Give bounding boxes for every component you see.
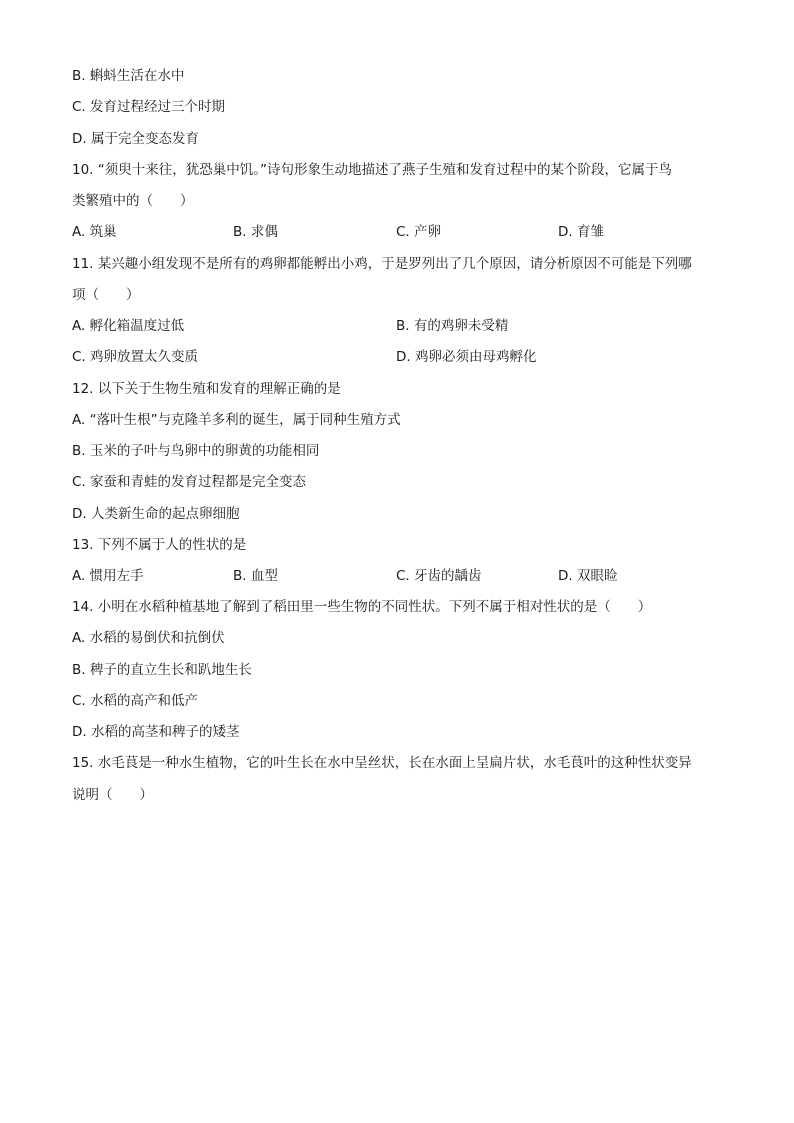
q11-stem-line2: 项（ ） <box>72 287 140 303</box>
q12-option-d: D. 人类新生命的起点卵细胞 <box>72 506 240 522</box>
q9-option-b: B. 蝌蚪生活在水中 <box>72 68 185 84</box>
q14-option-c: C. 水稻的高产和低产 <box>72 693 199 709</box>
q9-option-d: D. 属于完全变态发育 <box>72 131 199 147</box>
q14-stem: 14. 小明在水稻种植基地了解到了稻田里一些生物的不同性状。下列不属于相对性状的是（ ） <box>72 599 652 615</box>
q15-stem-line2: 说明（ ） <box>72 787 153 803</box>
q10-option-a: A. 筑巢 <box>72 224 117 240</box>
q14-option-d: D. 水稻的高茎和稗子的矮茎 <box>72 724 240 740</box>
q10-option-b: B. 求偶 <box>233 224 278 240</box>
q13-option-c: C. 牙齿的龋齿 <box>396 568 482 584</box>
q11-option-a: A. 孵化箱温度过低 <box>72 318 185 334</box>
q14-option-b: B. 稗子的直立生长和趴地生长 <box>72 662 252 678</box>
q12-option-a: A. “落叶生根”与克隆羊多利的诞生，属于同种生殖方式 <box>72 412 401 428</box>
q11-option-b: B. 有的鸡卵未受精 <box>396 318 509 334</box>
q11-stem-line1: 11. 某兴趣小组发现不是所有的鸡卵都能孵出小鸡，于是罗列出了几个原因，请分析原因不可能是下列哪 <box>72 256 692 272</box>
q13-option-a: A. 惯用左手 <box>72 568 144 584</box>
q13-option-d: D. 双眼睑 <box>558 568 618 584</box>
q11-option-c: C. 鸡卵放置太久变质 <box>72 349 199 365</box>
q13-option-b: B. 血型 <box>233 568 278 584</box>
q10-option-c: C. 产卵 <box>396 224 442 240</box>
q10-stem-line1: 10. “须臾十来往，犹恐巢中饥。”诗句形象生动地描述了燕子生殖和发育过程中的某个阶段，它属于鸟 <box>72 162 672 178</box>
q10-option-d: D. 育雏 <box>558 224 604 240</box>
q13-stem: 13. 下列不属于人的性状的是 <box>72 537 247 553</box>
q14-option-a: A. 水稻的易倒伏和抗倒伏 <box>72 630 225 646</box>
q12-option-b: B. 玉米的子叶与鸟卵中的卵黄的功能相同 <box>72 443 320 459</box>
q10-stem-line2: 类繁殖中的（ ） <box>72 193 194 209</box>
q9-option-c: C. 发育过程经过三个时期 <box>72 99 226 115</box>
q15-stem-line1: 15. 水毛茛是一种水生植物，它的叶生长在水中呈丝状，长在水面上呈扁片状，水毛茛叶的这种性状变异 <box>72 755 692 771</box>
q12-option-c: C. 家蚕和青蛙的发育过程都是完全变态 <box>72 474 307 490</box>
q11-option-d: D. 鸡卵必须由母鸡孵化 <box>396 349 537 365</box>
q12-stem: 12. 以下关于生物生殖和发育的理解正确的是 <box>72 381 341 397</box>
